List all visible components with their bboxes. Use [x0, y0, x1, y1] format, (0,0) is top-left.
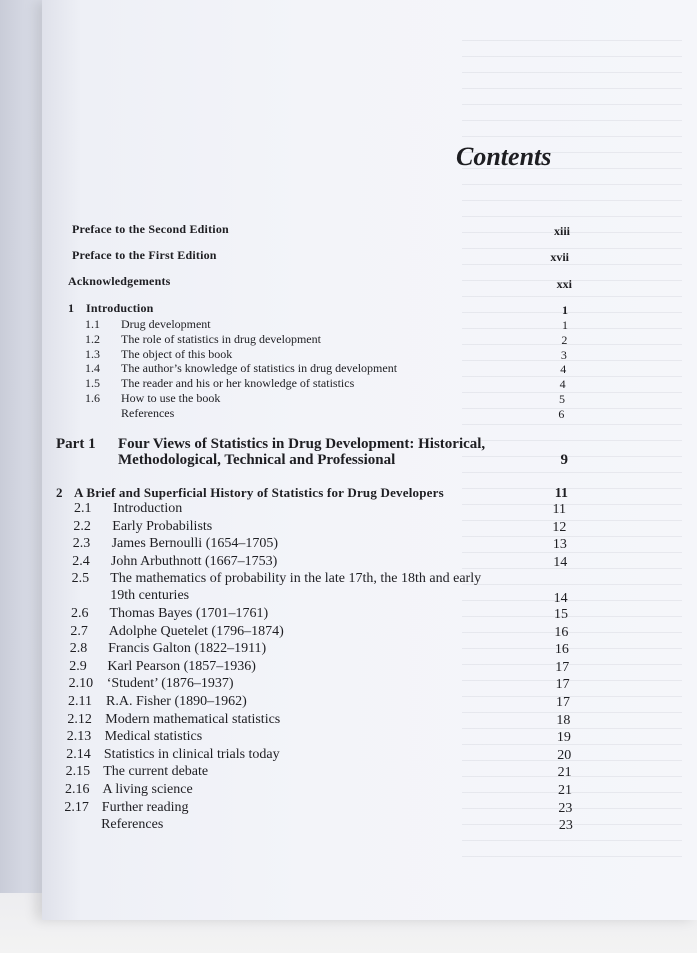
section-number: 2.6	[71, 606, 89, 621]
toc-page: 18	[556, 712, 571, 728]
section-title: John Arbuthnott (1667–1753)	[110, 553, 278, 569]
toc-page: 19	[556, 730, 571, 746]
section-title: James Bernoulli (1654–1705)	[111, 536, 279, 552]
section-number: 2.5	[71, 571, 90, 587]
toc-page: 11	[554, 486, 568, 501]
toc-page: 16	[554, 642, 569, 658]
section-title: The reader and his or her knowledge of statistics	[121, 376, 355, 391]
section-number: 2.1	[74, 501, 92, 516]
toc-page: 3	[560, 347, 567, 362]
toc-page: xiii	[553, 224, 570, 238]
section-title: The role of statistics in drug development	[121, 331, 321, 346]
section-number: 1.2	[85, 331, 100, 346]
toc-page: 14	[553, 591, 568, 607]
section-title: R.A. Fisher (1890–1962)	[106, 694, 247, 709]
toc-page: 5	[559, 392, 565, 406]
section-title: The mathematics of probability in the late 17th, the 18th and early	[110, 571, 482, 587]
section-number: 2.17	[64, 799, 89, 815]
section-number: 2.15	[65, 764, 91, 780]
part-1-label: Part 1	[56, 436, 96, 452]
section-title: The author’s knowledge of statistics in drug development	[121, 361, 398, 376]
section-number: 1.6	[85, 391, 100, 405]
section-title: Thomas Bayes (1701–1761)	[109, 606, 269, 621]
toc-page: 23	[558, 800, 573, 816]
section-number: 2.12	[67, 711, 92, 727]
section-title: Medical statistics	[104, 729, 203, 745]
chapter-1-title: Introduction	[86, 301, 154, 315]
section-title: Modern mathematical statistics	[105, 711, 281, 727]
section-number: 2.13	[66, 729, 92, 745]
toc-page: 1	[562, 318, 568, 332]
contents-page	[42, 0, 697, 920]
section-number: 2.8	[69, 641, 88, 657]
section-number: 2.10	[68, 676, 94, 692]
toc-page: 17	[556, 695, 570, 710]
toc-page: 4	[560, 362, 567, 377]
section-title: Francis Galton (1822–1911)	[108, 641, 267, 657]
toc-page: 16	[554, 624, 569, 640]
section-title: Karl Pearson (1857–1936)	[107, 658, 256, 674]
toc-entry-preface-first: Preface to the First Edition	[72, 248, 217, 262]
section-number: 2.2	[73, 518, 91, 534]
part-1-title-line2: Methodological, Technical and Professional	[118, 452, 396, 468]
page-title: Contents	[456, 142, 552, 171]
section-title: Adolphe Quetelet (1796–1874)	[108, 623, 284, 639]
section-number: 2.3	[72, 536, 91, 552]
section-number: 1.4	[85, 361, 100, 376]
section-number: 2.16	[65, 782, 90, 797]
section-title: The object of this book	[121, 346, 233, 361]
toc-page: 21	[558, 783, 572, 798]
section-title: Further reading	[101, 799, 189, 815]
toc-page: 4	[559, 377, 566, 392]
toc-page: 11	[552, 502, 566, 517]
section-number: 1.5	[85, 376, 100, 391]
section-title: Statistics in clinical trials today	[103, 746, 280, 762]
toc-page: 15	[554, 607, 568, 622]
section-title: A living science	[102, 782, 193, 797]
section-number: 1.1	[85, 317, 100, 331]
section-title: ‘Student’ (1876–1937)	[106, 676, 234, 692]
section-title: Drug development	[121, 317, 211, 331]
part-1-title-line1: Four Views of Statistics in Drug Development: Historical,	[118, 436, 486, 452]
section-number: 2.9	[69, 658, 87, 674]
section-title: References	[121, 405, 175, 420]
section-number: 2.14	[66, 746, 91, 762]
section-number: 2.11	[68, 694, 92, 709]
chapter-1-number: 1	[68, 301, 75, 315]
toc-page: 13	[552, 537, 567, 553]
toc-entry-preface-second: Preface to the Second Edition	[72, 222, 229, 236]
section-title: Introduction	[113, 501, 183, 516]
toc-page: 12	[552, 519, 567, 535]
section-number: 2.7	[70, 623, 88, 639]
toc-page: 23	[558, 818, 573, 834]
section-title: Early Probabilists	[112, 518, 213, 534]
toc-page: xxi	[556, 277, 572, 291]
chapter-2-number: 2	[56, 485, 63, 500]
toc-page: 17	[555, 677, 570, 693]
toc-page: 20	[557, 747, 572, 763]
toc-page: 2	[561, 332, 568, 347]
toc-page: 1	[562, 303, 568, 317]
toc-page: 17	[555, 659, 570, 675]
section-title: References	[101, 817, 164, 833]
chapter-2-title: A Brief and Superficial History of Statistics for Drug Developers	[74, 485, 444, 500]
section-number: 2.4	[72, 553, 90, 569]
toc-entry-acknowledgements: Acknowledgements	[68, 274, 171, 288]
toc-page: 6	[558, 406, 565, 421]
toc-page: 14	[553, 554, 568, 570]
toc-page: 9	[560, 452, 568, 468]
section-title: The current debate	[103, 764, 209, 780]
adjacent-page-edge	[0, 0, 42, 953]
section-title: How to use the book	[121, 391, 221, 405]
toc-page: xvii	[550, 250, 569, 264]
toc-page: 21	[557, 765, 572, 781]
section-number: 1.3	[85, 346, 100, 361]
section-title-continued: 19th centuries	[110, 588, 190, 604]
